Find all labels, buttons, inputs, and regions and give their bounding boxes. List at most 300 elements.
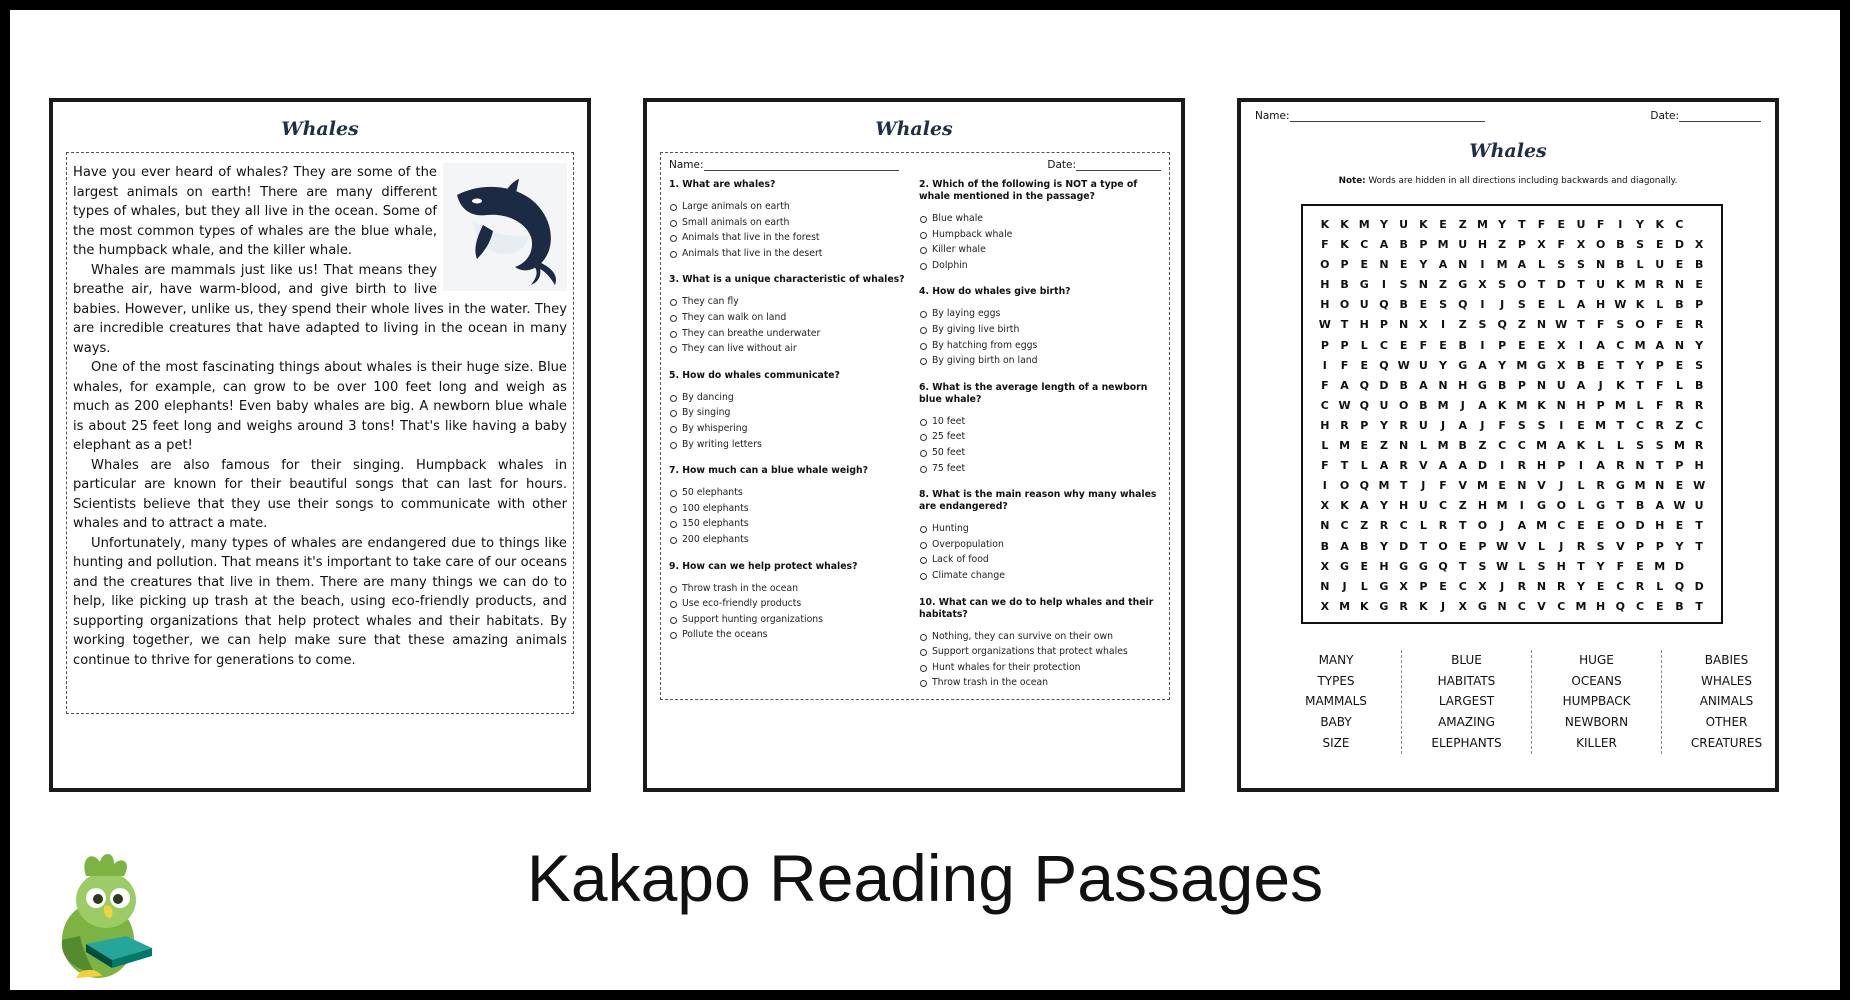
grid-letter[interactable]: V (1616, 539, 1625, 553)
grid-letter[interactable]: N (1536, 318, 1547, 332)
grid-letter[interactable]: S (1399, 278, 1408, 292)
grid-letter[interactable]: S (1655, 439, 1664, 453)
answer-option[interactable]: By dancing (669, 390, 911, 406)
grid-letter[interactable]: K (1655, 218, 1664, 231)
grid-letter[interactable]: W (1555, 318, 1568, 332)
grid-letter[interactable]: A (1576, 378, 1586, 392)
answer-option[interactable]: By laying eggs (919, 306, 1161, 322)
grid-letter[interactable]: Y (1419, 258, 1428, 272)
grid-letter[interactable]: V (1537, 599, 1546, 613)
answer-option[interactable]: 10 feet (919, 414, 1161, 430)
grid-letter[interactable]: A (1655, 338, 1664, 352)
grid-letter[interactable]: A (1596, 459, 1605, 473)
grid-letter[interactable]: A (1596, 338, 1605, 352)
grid-letter[interactable]: P (1636, 539, 1645, 553)
grid-letter[interactable]: J (1598, 378, 1603, 392)
answer-option[interactable]: Animals that live in the desert (669, 246, 911, 262)
grid-letter[interactable]: M (1536, 439, 1548, 453)
answer-option[interactable]: 50 elephants (669, 485, 911, 501)
grid-letter[interactable]: E (1537, 338, 1546, 352)
grid-letter[interactable]: E (1419, 298, 1428, 312)
grid-letter[interactable]: L (1577, 479, 1585, 493)
grid-letter[interactable]: H (1576, 398, 1586, 412)
grid-letter[interactable]: C (1458, 579, 1467, 593)
grid-letter[interactable]: Y (1675, 539, 1684, 553)
answer-option[interactable]: Throw trash in the ocean (919, 675, 1161, 691)
grid-letter[interactable]: M (1614, 398, 1626, 412)
grid-letter[interactable]: X (1478, 278, 1487, 292)
grid-letter[interactable]: J (1342, 579, 1347, 593)
grid-letter[interactable]: C (1439, 499, 1448, 513)
grid-letter[interactable]: F (1557, 238, 1565, 252)
grid-letter[interactable]: C (1498, 439, 1507, 453)
grid-letter[interactable]: L (1419, 519, 1427, 533)
answer-option[interactable]: Animals that live in the forest (669, 230, 911, 246)
grid-letter[interactable]: B (1399, 238, 1408, 252)
grid-letter[interactable]: F (1498, 418, 1506, 432)
answer-option[interactable]: Humpback whale (919, 227, 1161, 243)
grid-letter[interactable]: T (1518, 218, 1526, 231)
grid-letter[interactable]: C (1675, 218, 1684, 231)
grid-letter[interactable]: E (1518, 338, 1526, 352)
grid-letter[interactable]: A (1359, 499, 1369, 513)
grid-letter[interactable]: F (1655, 378, 1664, 392)
grid-letter[interactable]: A (1438, 459, 1448, 473)
grid-letter[interactable]: H (1477, 499, 1488, 513)
grid-letter[interactable]: N (1517, 479, 1527, 493)
grid-letter[interactable]: J (1480, 418, 1485, 432)
grid-letter[interactable]: E (1439, 218, 1447, 231)
grid-letter[interactable]: U (1399, 218, 1409, 231)
grid-letter[interactable]: U (1418, 418, 1428, 432)
grid-letter[interactable]: C (1557, 519, 1566, 533)
answer-option[interactable]: Small animals on earth (669, 215, 911, 231)
grid-letter[interactable]: K (1419, 218, 1428, 231)
grid-letter[interactable]: E (1360, 439, 1368, 453)
grid-letter[interactable]: U (1379, 398, 1389, 412)
answer-option[interactable]: Overpopulation (919, 537, 1161, 553)
grid-letter[interactable]: H (1399, 499, 1409, 513)
grid-letter[interactable]: Q (1438, 559, 1448, 573)
grid-letter[interactable]: C (1636, 418, 1645, 432)
grid-letter[interactable]: K (1340, 218, 1349, 231)
grid-letter[interactable]: A (1517, 258, 1527, 272)
grid-letter[interactable]: U (1556, 378, 1566, 392)
grid-letter[interactable]: E (1655, 238, 1664, 252)
grid-letter[interactable]: P (1419, 238, 1428, 252)
grid-letter[interactable]: H (1556, 559, 1566, 573)
answer-option[interactable]: 200 elephants (669, 532, 911, 548)
grid-letter[interactable]: T (1340, 318, 1349, 332)
grid-letter[interactable]: N (1674, 338, 1685, 352)
grid-letter[interactable]: X (1537, 238, 1546, 252)
grid-letter[interactable]: I (1519, 499, 1524, 513)
grid-letter[interactable]: A (1478, 358, 1487, 372)
grid-letter[interactable]: F (1537, 218, 1546, 231)
grid-letter[interactable]: Z (1379, 439, 1388, 453)
grid-letter[interactable]: O (1635, 318, 1645, 332)
grid-letter[interactable]: A (1517, 519, 1527, 533)
grid-letter[interactable]: Y (1379, 499, 1388, 513)
answer-option[interactable]: 100 elephants (669, 501, 911, 517)
grid-letter[interactable]: F (1616, 559, 1625, 573)
grid-letter[interactable]: Q (1379, 358, 1389, 372)
grid-letter[interactable]: P (1596, 398, 1605, 412)
grid-letter[interactable]: D (1694, 579, 1704, 593)
grid-letter[interactable]: B (1399, 298, 1408, 312)
grid-letter[interactable]: N (1320, 579, 1330, 593)
grid-letter[interactable]: K (1419, 599, 1428, 613)
grid-letter[interactable]: E (1399, 338, 1408, 352)
grid-letter[interactable]: W (1496, 559, 1509, 573)
grid-letter[interactable]: Y (1379, 539, 1388, 553)
grid-letter[interactable]: X (1576, 238, 1586, 252)
grid-letter[interactable]: I (1480, 258, 1485, 272)
grid-letter[interactable]: M (1595, 418, 1607, 432)
grid-letter[interactable]: X (1419, 318, 1428, 332)
grid-letter[interactable]: L (1360, 338, 1368, 352)
grid-letter[interactable]: C (1616, 338, 1625, 352)
grid-letter[interactable]: R (1557, 579, 1566, 593)
grid-letter[interactable]: M (1437, 238, 1449, 252)
grid-letter[interactable]: F (1596, 318, 1605, 332)
grid-letter[interactable]: P (1557, 459, 1566, 473)
grid-letter[interactable]: R (1694, 318, 1704, 332)
grid-letter[interactable] (1689, 215, 1709, 235)
grid-letter[interactable]: T (1340, 459, 1349, 473)
grid-letter[interactable]: C (1399, 519, 1408, 533)
grid-letter[interactable]: P (1498, 338, 1507, 352)
grid-letter[interactable]: P (1675, 459, 1684, 473)
grid-letter[interactable]: I (1322, 358, 1327, 372)
grid-letter[interactable]: I (1480, 298, 1485, 312)
grid-letter[interactable]: O (1320, 258, 1330, 272)
grid-letter[interactable]: E (1399, 258, 1408, 272)
grid-letter[interactable]: R (1694, 398, 1704, 412)
grid-letter[interactable]: Z (1458, 218, 1467, 231)
answer-option[interactable]: Pollute the oceans (669, 627, 911, 643)
grid-letter[interactable]: E (1596, 519, 1605, 533)
answer-option[interactable]: 150 elephants (669, 516, 911, 532)
answer-option[interactable]: Use eco-friendly products (669, 596, 911, 612)
grid-letter[interactable]: A (1478, 398, 1487, 412)
grid-letter[interactable]: E (1675, 318, 1684, 332)
grid-letter[interactable]: B (1616, 258, 1625, 272)
grid-letter[interactable]: M (1476, 218, 1488, 231)
grid-letter[interactable]: L (1577, 499, 1585, 513)
answer-option[interactable]: Support organizations that protect whales (919, 644, 1161, 660)
grid-letter[interactable]: N (1399, 318, 1409, 332)
grid-letter[interactable]: W (1673, 499, 1686, 513)
grid-letter[interactable]: N (1497, 599, 1507, 613)
grid-letter[interactable]: I (1480, 338, 1485, 352)
grid-letter[interactable]: P (1379, 318, 1388, 332)
grid-letter[interactable]: L (1597, 439, 1605, 453)
grid-letter[interactable]: M (1358, 218, 1370, 231)
grid-letter[interactable]: C (1616, 579, 1625, 593)
answer-option[interactable]: Nothing, they can survive on their own (919, 629, 1161, 645)
grid-letter[interactable]: J (1440, 599, 1446, 613)
grid-letter[interactable]: H (1458, 378, 1468, 392)
grid-letter[interactable]: I (1440, 318, 1446, 332)
answer-option[interactable]: By singing (669, 405, 911, 421)
grid-letter[interactable]: A (1379, 459, 1389, 473)
grid-letter[interactable] (1689, 557, 1709, 577)
grid-letter[interactable]: G (1537, 358, 1547, 372)
grid-letter[interactable]: L (1538, 539, 1546, 553)
grid-letter[interactable]: H (1320, 418, 1330, 432)
grid-letter[interactable]: H (1596, 298, 1606, 312)
grid-letter[interactable]: H (1320, 278, 1330, 292)
grid-letter[interactable]: E (1439, 579, 1447, 593)
answer-option[interactable]: 25 feet (919, 429, 1161, 445)
grid-letter[interactable]: U (1694, 499, 1704, 513)
answer-option[interactable]: By writing letters (669, 437, 911, 453)
grid-letter[interactable]: M (1654, 559, 1666, 573)
answer-option[interactable]: Dolphin (919, 258, 1161, 274)
grid-letter[interactable]: Z (1498, 238, 1507, 252)
grid-letter[interactable]: J (1559, 479, 1564, 493)
grid-letter[interactable]: T (1577, 318, 1585, 332)
grid-letter[interactable]: C (1360, 238, 1369, 252)
answer-option[interactable]: Support hunting organizations (669, 612, 911, 628)
grid-letter[interactable]: L (1616, 439, 1624, 453)
grid-letter[interactable]: M (1634, 479, 1646, 493)
grid-letter[interactable]: T (1458, 519, 1467, 533)
grid-letter[interactable]: E (1675, 258, 1684, 272)
grid-letter[interactable]: I (1559, 418, 1564, 432)
grid-letter[interactable]: E (1655, 599, 1664, 613)
grid-letter[interactable]: R (1438, 519, 1448, 533)
answer-option[interactable]: They can live without air (669, 341, 911, 357)
grid-letter[interactable]: Q (1359, 378, 1369, 392)
grid-letter[interactable]: M (1437, 439, 1449, 453)
grid-letter[interactable]: Q (1497, 318, 1507, 332)
grid-letter[interactable]: G (1596, 499, 1606, 513)
grid-letter[interactable]: R (1399, 459, 1408, 473)
grid-letter[interactable]: R (1635, 579, 1645, 593)
grid-letter[interactable]: B (1497, 378, 1507, 392)
grid-letter[interactable]: K (1340, 499, 1349, 513)
grid-letter[interactable]: L (1538, 258, 1546, 272)
grid-letter[interactable]: M (1339, 599, 1351, 613)
grid-letter[interactable]: E (1557, 218, 1565, 231)
grid-letter[interactable]: B (1616, 238, 1625, 252)
grid-letter[interactable]: M (1634, 278, 1646, 292)
grid-letter[interactable]: G (1615, 479, 1625, 493)
grid-letter[interactable]: B (1675, 599, 1684, 613)
grid-letter[interactable]: G (1340, 559, 1350, 573)
grid-letter[interactable]: S (1636, 238, 1644, 252)
grid-letter[interactable]: E (1537, 298, 1546, 312)
grid-letter[interactable]: G (1359, 278, 1369, 292)
grid-letter[interactable]: E (1360, 559, 1368, 573)
grid-letter[interactable]: V (1517, 539, 1527, 553)
grid-letter[interactable]: X (1320, 599, 1330, 613)
grid-letter[interactable]: W (1496, 539, 1509, 553)
grid-letter[interactable]: P (1419, 579, 1428, 593)
grid-letter[interactable]: F (1321, 378, 1329, 392)
grid-letter[interactable]: D (1399, 539, 1409, 553)
grid-letter[interactable]: A (1556, 439, 1566, 453)
grid-letter[interactable]: P (1340, 338, 1349, 352)
grid-letter[interactable]: R (1399, 599, 1408, 613)
grid-letter[interactable]: O (1477, 519, 1488, 533)
grid-letter[interactable]: X (1399, 579, 1408, 593)
grid-letter[interactable]: K (1616, 378, 1625, 392)
grid-letter[interactable]: B (1576, 358, 1586, 372)
grid-letter[interactable]: N (1320, 519, 1330, 533)
answer-option[interactable]: Blue whale (919, 211, 1161, 227)
grid-letter[interactable]: U (1596, 278, 1606, 292)
grid-letter[interactable]: K (1340, 238, 1349, 252)
grid-letter[interactable]: H (1694, 459, 1704, 473)
grid-letter[interactable]: U (1576, 218, 1586, 231)
grid-letter[interactable]: L (1419, 439, 1427, 453)
grid-letter[interactable]: N (1556, 398, 1566, 412)
grid-letter[interactable]: L (1636, 258, 1644, 272)
grid-letter[interactable]: E (1675, 358, 1684, 372)
grid-letter[interactable]: B (1458, 338, 1467, 352)
answer-option[interactable]: They can breathe underwater (669, 326, 911, 342)
grid-letter[interactable]: B (1340, 278, 1349, 292)
grid-letter[interactable]: F (1655, 398, 1664, 412)
grid-letter[interactable]: M (1496, 258, 1508, 272)
grid-letter[interactable]: T (1695, 539, 1703, 553)
grid-letter[interactable]: E (1498, 479, 1506, 493)
grid-letter[interactable]: O (1339, 479, 1350, 493)
grid-letter[interactable]: L (1557, 298, 1565, 312)
grid-letter[interactable]: X (1320, 559, 1330, 573)
grid-letter[interactable]: P (1340, 258, 1349, 272)
grid-letter[interactable]: W (1397, 358, 1410, 372)
grid-letter[interactable]: Y (1576, 579, 1585, 593)
grid-letter[interactable]: R (1379, 519, 1389, 533)
grid-letter[interactable]: U (1359, 298, 1369, 312)
grid-letter[interactable]: U (1418, 499, 1428, 513)
grid-letter[interactable]: S (1537, 559, 1546, 573)
grid-letter[interactable]: H (1320, 298, 1330, 312)
grid-letter[interactable]: G (1379, 599, 1389, 613)
answer-option[interactable]: By whispering (669, 421, 911, 437)
grid-letter[interactable]: X (1478, 579, 1487, 593)
grid-letter[interactable]: D (1556, 278, 1566, 292)
grid-letter[interactable]: W (1318, 318, 1331, 332)
answer-option[interactable]: They can walk on land (669, 310, 911, 326)
grid-letter[interactable]: M (1378, 479, 1390, 493)
grid-letter[interactable]: E (1577, 418, 1585, 432)
grid-letter[interactable]: E (1360, 358, 1368, 372)
grid-letter[interactable]: V (1419, 459, 1428, 473)
grid-letter[interactable]: A (1438, 258, 1448, 272)
grid-letter[interactable]: Z (1478, 439, 1487, 453)
grid-letter[interactable]: T (1695, 519, 1703, 533)
grid-letter[interactable]: C (1636, 599, 1645, 613)
answer-option[interactable]: Killer whale (919, 242, 1161, 258)
grid-letter[interactable]: Z (1360, 519, 1369, 533)
grid-letter[interactable]: R (1655, 278, 1664, 292)
grid-letter[interactable]: A (1340, 539, 1349, 553)
grid-letter[interactable]: G (1458, 278, 1468, 292)
grid-letter[interactable]: D (1477, 459, 1488, 473)
grid-letter[interactable]: Z (1439, 278, 1448, 292)
grid-letter[interactable]: M (1575, 599, 1587, 613)
grid-letter[interactable]: Y (1498, 358, 1507, 372)
grid-letter[interactable]: O (1438, 539, 1448, 553)
answer-option[interactable]: They can fly (669, 294, 911, 310)
grid-letter[interactable]: A (1419, 378, 1428, 392)
grid-letter[interactable]: C (1517, 599, 1526, 613)
grid-letter[interactable]: Q (1458, 298, 1468, 312)
grid-letter[interactable]: I (1381, 278, 1386, 292)
grid-letter[interactable]: X (1557, 338, 1566, 352)
grid-letter[interactable]: Q (1615, 599, 1626, 613)
grid-letter[interactable]: S (1517, 418, 1526, 432)
grid-letter[interactable]: S (1537, 418, 1546, 432)
grid-letter[interactable]: D (1674, 559, 1685, 573)
grid-letter[interactable]: W (1338, 398, 1351, 412)
grid-letter[interactable]: I (1578, 338, 1583, 352)
grid-letter[interactable]: H (1536, 459, 1547, 473)
grid-letter[interactable]: U (1458, 238, 1468, 252)
grid-letter[interactable]: A (1458, 418, 1467, 432)
grid-letter[interactable]: X (1320, 499, 1330, 513)
answer-option[interactable]: 50 feet (919, 445, 1161, 461)
grid-letter[interactable]: K (1576, 439, 1586, 453)
grid-letter[interactable]: M (1634, 338, 1646, 352)
grid-letter[interactable]: N (1438, 378, 1448, 392)
grid-letter[interactable]: Q (1379, 298, 1389, 312)
grid-letter[interactable]: T (1616, 358, 1625, 372)
grid-letter[interactable]: D (1379, 378, 1389, 392)
grid-letter[interactable]: F (1655, 318, 1664, 332)
grid-letter[interactable]: E (1439, 338, 1447, 352)
grid-letter[interactable]: T (1458, 559, 1467, 573)
grid-letter[interactable]: X (1694, 238, 1704, 252)
grid-letter[interactable]: R (1517, 459, 1527, 473)
grid-letter[interactable]: I (1578, 459, 1583, 473)
grid-letter[interactable]: N (1635, 459, 1645, 473)
grid-letter[interactable]: K (1537, 398, 1546, 412)
grid-letter[interactable]: F (1596, 218, 1605, 231)
grid-letter[interactable]: K (1635, 298, 1645, 312)
grid-letter[interactable]: N (1536, 579, 1547, 593)
grid-letter[interactable]: X (1557, 358, 1566, 372)
grid-letter[interactable]: T (1399, 479, 1408, 493)
grid-letter[interactable]: H (1477, 238, 1488, 252)
grid-letter[interactable]: L (1656, 298, 1664, 312)
grid-letter[interactable]: T (1577, 278, 1585, 292)
grid-letter[interactable]: R (1517, 579, 1527, 593)
grid-letter[interactable]: D (1635, 519, 1645, 533)
grid-letter[interactable]: H (1655, 519, 1665, 533)
grid-letter[interactable]: P (1360, 418, 1369, 432)
grid-letter[interactable]: E (1675, 479, 1684, 493)
grid-letter[interactable]: V (1458, 479, 1467, 493)
grid-letter[interactable]: G (1477, 378, 1487, 392)
grid-letter[interactable]: P (1655, 358, 1664, 372)
grid-letter[interactable]: P (1478, 539, 1487, 553)
grid-letter[interactable]: M (1673, 439, 1685, 453)
grid-letter[interactable]: L (1656, 579, 1664, 593)
grid-letter[interactable]: F (1419, 338, 1428, 352)
grid-letter[interactable]: K (1497, 398, 1507, 412)
grid-letter[interactable]: S (1695, 358, 1704, 372)
answer-option[interactable]: By hatching from eggs (919, 338, 1161, 354)
grid-letter[interactable]: Q (1359, 398, 1369, 412)
grid-letter[interactable]: Y (1498, 218, 1507, 231)
grid-letter[interactable]: O (1556, 499, 1566, 513)
